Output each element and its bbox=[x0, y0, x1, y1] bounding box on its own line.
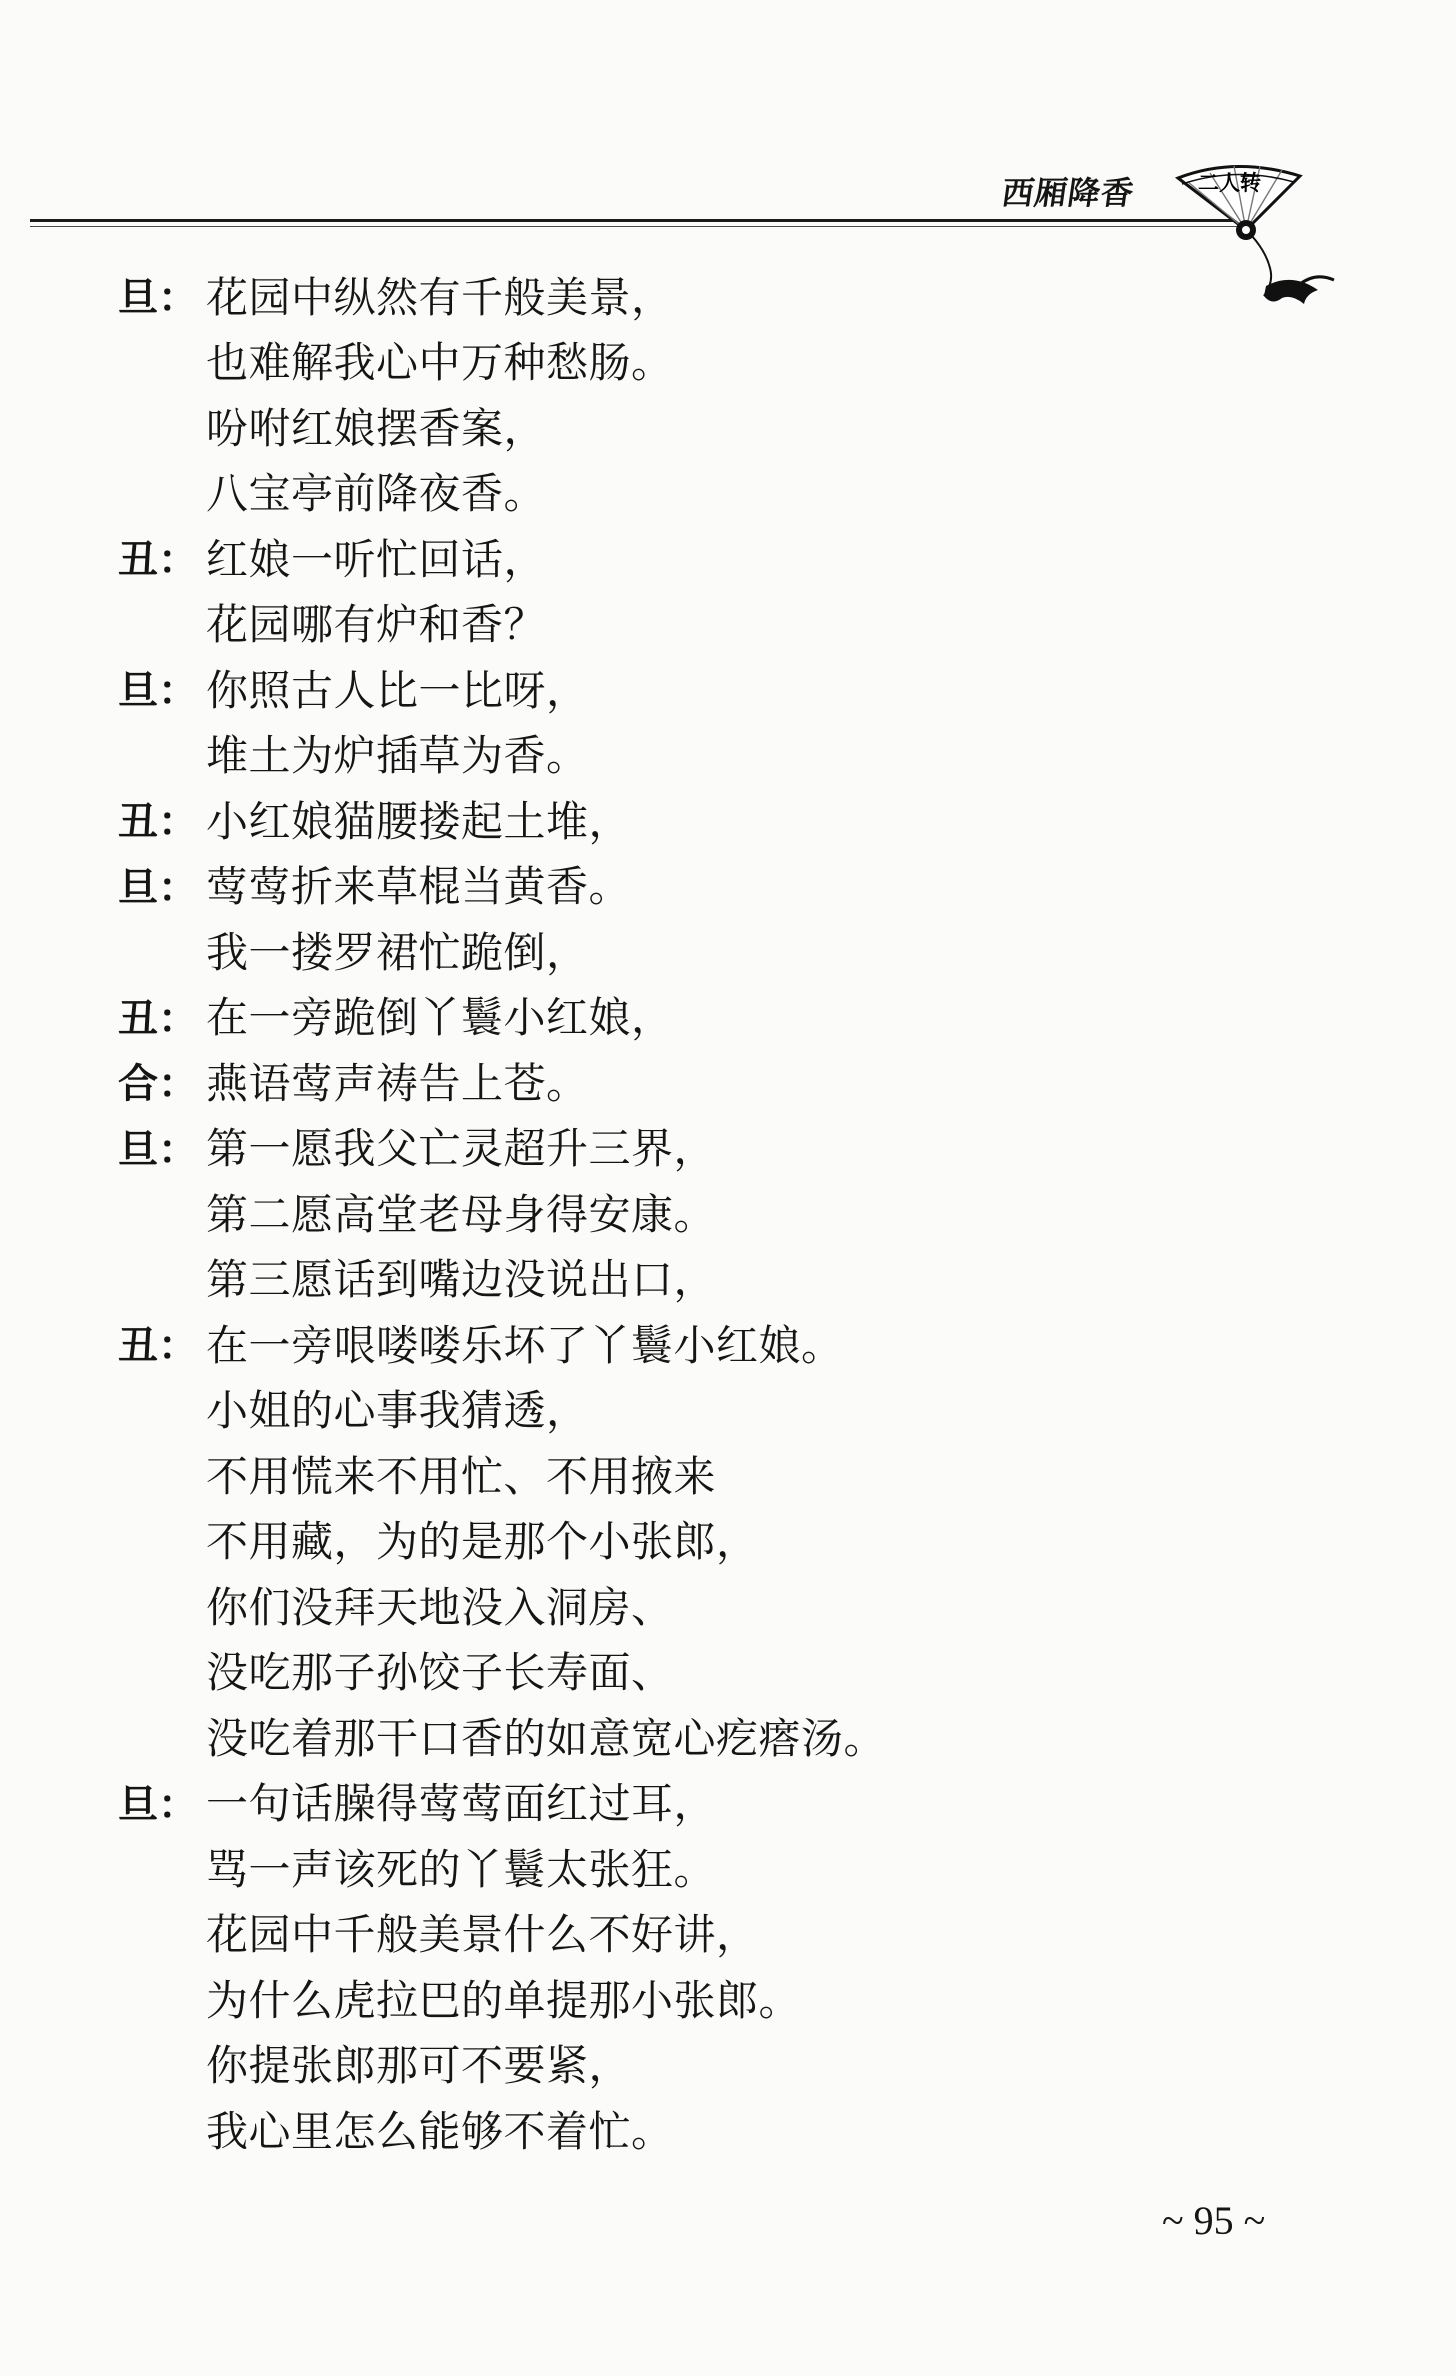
script-line bbox=[118, 1245, 1118, 1311]
script-line bbox=[118, 917, 1118, 983]
script-line bbox=[118, 1114, 1118, 1180]
lyric-text: 不用藏，为的是那个小张郎， bbox=[206, 1517, 759, 1567]
lyric-text: 莺莺折来草棍当黄香。 bbox=[206, 862, 632, 912]
script-line bbox=[118, 983, 1118, 1049]
lyric-text: 小姐的心事我猜透， bbox=[206, 1386, 589, 1436]
fan-logo-text: 二人转 bbox=[1198, 170, 1261, 195]
script-line bbox=[118, 590, 1118, 656]
script-line bbox=[118, 655, 1118, 721]
page-number: ~ 95 ~ bbox=[1162, 2198, 1266, 2243]
script-line bbox=[118, 524, 1118, 590]
script-line bbox=[118, 786, 1118, 852]
script-line bbox=[118, 393, 1118, 459]
lyric-text: 第二愿高堂老母身得安康。 bbox=[206, 1189, 717, 1239]
script-line bbox=[118, 1638, 1118, 1704]
lyric-text: 我心里怎么能够不着忙。 bbox=[206, 2106, 674, 2156]
role-label: 旦： bbox=[118, 1781, 198, 1828]
lyric-text: 吩咐红娘摆香案， bbox=[206, 403, 547, 453]
lyric-text: 第三愿话到嘴边没说出口， bbox=[206, 1255, 717, 1305]
script-line bbox=[118, 459, 1118, 525]
role-label: 旦： bbox=[118, 275, 198, 322]
lyric-text: 红娘一听忙回话， bbox=[206, 534, 547, 584]
lyric-text: 也难解我心中万种愁肠。 bbox=[206, 338, 674, 388]
role-label: 丑： bbox=[118, 995, 198, 1042]
lyric-text: 八宝亭前降夜香。 bbox=[206, 469, 547, 519]
script-line bbox=[118, 1310, 1118, 1376]
script-text bbox=[118, 262, 1118, 2162]
lyric-text: 小红娘猫腰搂起土堆， bbox=[206, 796, 632, 846]
script-line bbox=[118, 1703, 1118, 1769]
lyric-text: 花园中千般美景什么不好讲， bbox=[206, 1910, 759, 1960]
script-line bbox=[118, 1834, 1118, 1900]
role-label: 丑： bbox=[118, 799, 198, 846]
lyric-text: 一句话臊得莺莺面红过耳， bbox=[206, 1779, 717, 1829]
lyric-text: 骂一声该死的丫鬟太张狂。 bbox=[206, 1844, 717, 1894]
role-label: 合： bbox=[118, 1061, 198, 1108]
role-label: 旦： bbox=[118, 668, 198, 715]
header-rule-secondary bbox=[30, 226, 1242, 227]
fan-logo-icon bbox=[1170, 148, 1360, 328]
script-line bbox=[118, 2031, 1118, 2097]
lyric-text: 没吃那子孙饺子长寿面、 bbox=[206, 1648, 674, 1698]
lyric-text: 我一搂罗裙忙跪倒， bbox=[206, 927, 589, 977]
lyric-text: 燕语莺声祷告上苍。 bbox=[206, 1058, 589, 1108]
header-rule bbox=[30, 219, 1242, 222]
script-line bbox=[118, 721, 1118, 787]
lyric-text: 你照古人比一比呀， bbox=[206, 665, 589, 715]
lyric-text: 不用慌来不用忙、不用掖来 bbox=[206, 1451, 717, 1501]
script-line bbox=[118, 1507, 1118, 1573]
lyric-text: 在一旁跪倒丫鬟小红娘， bbox=[206, 993, 674, 1043]
script-line bbox=[118, 852, 1118, 918]
lyric-text: 为什么虎拉巴的单提那小张郎。 bbox=[206, 1975, 802, 2025]
script-line bbox=[118, 1572, 1118, 1638]
script-line bbox=[118, 2096, 1118, 2162]
lyric-text: 在一旁哏喽喽乐坏了丫鬟小红娘。 bbox=[206, 1320, 844, 1370]
script-line bbox=[118, 328, 1118, 394]
script-line bbox=[118, 1441, 1118, 1507]
role-label: 旦： bbox=[118, 864, 198, 911]
running-header-title: 西厢降香 bbox=[999, 174, 1137, 212]
role-label: 丑： bbox=[118, 1323, 198, 1370]
script-line bbox=[118, 1769, 1118, 1835]
script-line bbox=[118, 1965, 1118, 2031]
role-label: 旦： bbox=[118, 1126, 198, 1173]
lyric-text: 花园哪有炉和香？ bbox=[206, 600, 547, 650]
script-line bbox=[118, 1900, 1118, 1966]
script-line bbox=[118, 1048, 1118, 1114]
lyric-text: 你们没拜天地没入洞房、 bbox=[206, 1582, 674, 1632]
script-line bbox=[118, 1376, 1118, 1442]
lyric-text: 你提张郎那可不要紧， bbox=[206, 2041, 632, 2091]
role-label: 丑： bbox=[118, 537, 198, 584]
lyric-text: 第一愿我父亡灵超升三界， bbox=[206, 1124, 717, 1174]
lyric-text: 没吃着那干口香的如意宽心疙瘩汤。 bbox=[206, 1713, 887, 1763]
lyric-text: 花园中纵然有千般美景， bbox=[206, 272, 674, 322]
lyric-text: 堆土为炉插草为香。 bbox=[206, 731, 589, 781]
script-line bbox=[118, 262, 1118, 328]
script-line bbox=[118, 1179, 1118, 1245]
